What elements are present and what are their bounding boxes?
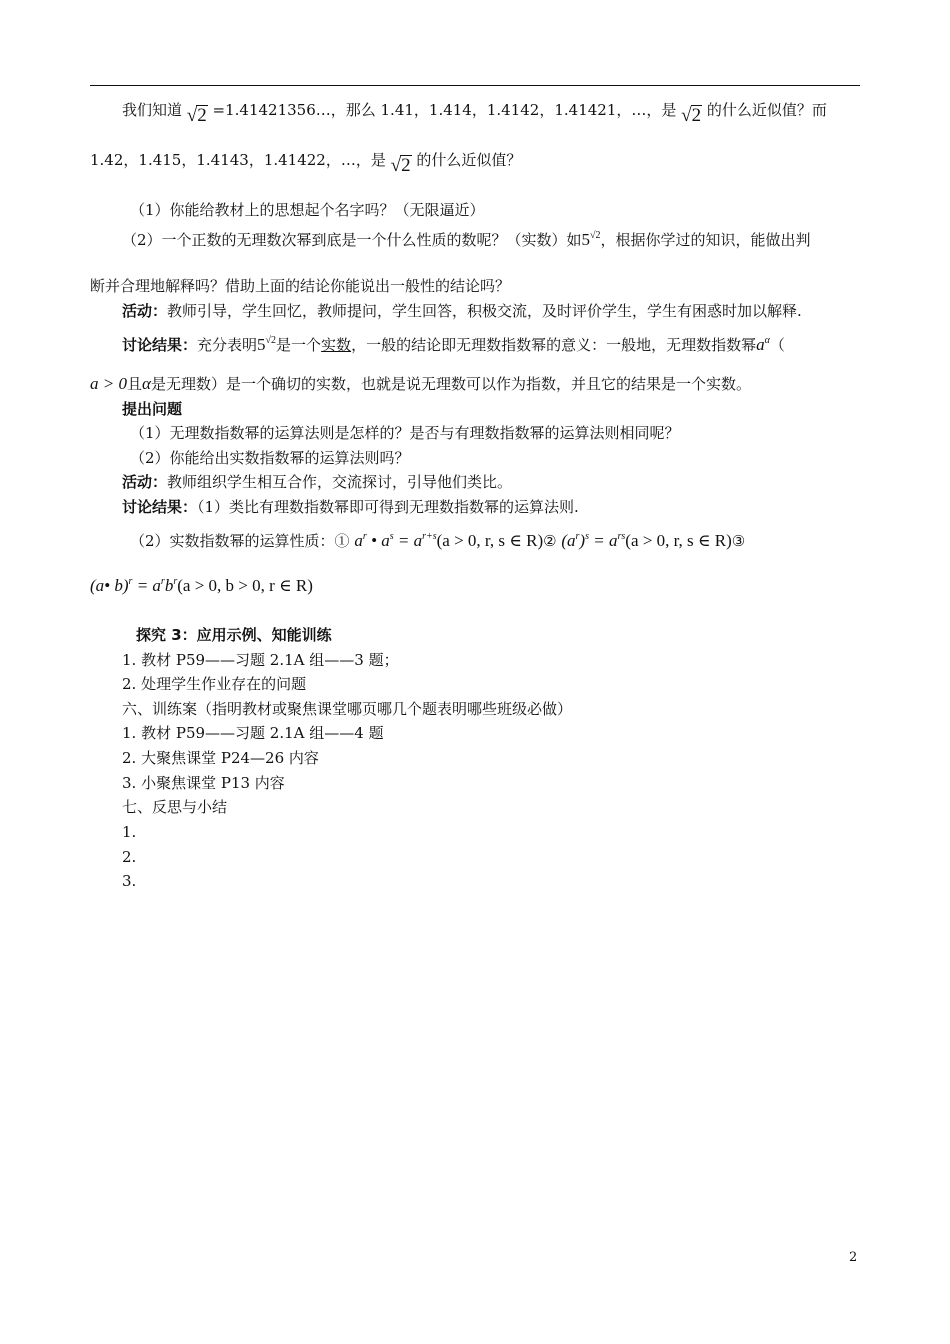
question-4: （2）你能给出实数指数幂的运算法则吗？ <box>130 449 410 467</box>
text: 教师引导，学生回忆，教师提问，学生回答，积极交流，及时评价学生，学生有困惑时加以解释. <box>167 302 802 320</box>
text: ，根据你学过的知识，能做出判 <box>600 231 811 249</box>
heading-pose-questions: 提出问题 <box>122 400 183 418</box>
list-item: 1. 教材 P59——习题 2.1A 组——4 题 <box>122 724 384 742</box>
heading-explore-3: 探究 3：应用示例、知能训练 <box>136 626 332 644</box>
section-7-heading: 七、反思与小结 <box>122 798 228 816</box>
paragraph-sqrt2-line1 <box>122 100 827 126</box>
header-rule <box>90 85 860 86</box>
alpha-symbol: α <box>142 374 151 393</box>
paragraph-sqrt2-line2 <box>90 150 521 176</box>
text: 的什么近似值？ <box>416 151 522 169</box>
sqrt-2-formula: √2 <box>390 155 411 176</box>
section-6-heading: 六、训练案（指明教材或聚焦课堂哪页哪几个题表明哪些班级必做） <box>122 700 573 718</box>
list-item: 1. 教材 P59——习题 2.1A 组——3 题； <box>122 651 399 669</box>
text: 我们知道 <box>122 101 183 119</box>
property-2-formula: $(a^r)^s = a^{rs}$ <box>561 531 626 550</box>
list-item: 2. 处理学生作业存在的问题 <box>122 675 307 693</box>
text: 的什么近似值？而 <box>706 101 827 119</box>
question-1: （1）你能给教材上的思想起个名字吗？（无限逼近） <box>130 201 485 219</box>
a-positive-formula: a > 0 <box>90 374 127 393</box>
list-item: 2. 大聚焦课堂 P24—26 内容 <box>122 749 319 767</box>
question-2-line1 <box>122 230 811 250</box>
activity-1 <box>122 301 802 321</box>
property-1-formula: $a^r$ • $a^s = a^{r+s}$ <box>354 531 437 550</box>
list-item: 1. <box>122 823 137 841</box>
exponent-properties-line2: (a• $b)^r = a^rb^r(a > 0$, b > 0, r ∈ R) <box>90 576 313 595</box>
list-item: 3. 小聚焦课堂 P13 内容 <box>122 774 285 792</box>
discussion-result-1-line2: a > 0且α是无理数）是一个确切的实数，也就是说无理数可以作为指数，并且它的结果是一个实数。 <box>90 374 751 393</box>
label-bold: 活动： <box>122 473 168 491</box>
five-sqrt2-formula: $5^{√2}$ <box>581 230 601 249</box>
sqrt-2-formula: √2 <box>186 105 207 126</box>
label-bold: 活动： <box>122 302 168 320</box>
discussion-result-2: 讨论结果：（1）类比有理数指数幂即可得到无理数指数幂的运算法则. <box>122 498 579 516</box>
five-sqrt2-formula: $5^{√2}$ <box>257 335 277 354</box>
question-2-line2: 断并合理地解释吗？借助上面的结论你能说出一般性的结论吗？ <box>90 277 511 295</box>
question-3: （1）无理数指数幂的运算法则是怎样的？是否与有理数指数幂的运算法则相同呢？ <box>130 424 680 442</box>
label-bold: 讨论结果： <box>122 336 198 354</box>
property-3-formula: (a• $b)^r = a^rb^r$ <box>90 576 178 595</box>
label-bold: 讨论结果： <box>122 498 198 516</box>
discussion-result-1-line1: 讨论结果：充分表明$5^{√2}$是一个实数，一般的结论即无理数指数幂的意义：一般地，无理数指数幂$a^\alpha$（ <box>122 335 785 354</box>
exponent-properties-line1: （2）实数指数幂的运算性质：① $a^r$ • $a^s = a^{r+s}(a > 0$, r, s ∈ R)② $(a^r)^s = a^{rs}(a > 0$, r, s ∈ R)③ <box>130 531 746 550</box>
list-item: 3. <box>122 872 137 890</box>
list-item: 2. <box>122 848 137 866</box>
text: （2）一个正数的无理数次幂到底是一个什么性质的数呢？（实数）如 <box>122 231 582 249</box>
sqrt-2-formula: √2 <box>681 105 702 126</box>
activity-2: 活动：教师组织学生相互合作，交流探讨，引导他们类比。 <box>122 473 513 491</box>
a-alpha-formula: $a^\alpha$ <box>756 335 770 354</box>
text: =1.41421356…，那么 1.41，1.414，1.4142，1.41421，…，是 <box>212 101 677 119</box>
underlined-text: 实数 <box>321 336 352 354</box>
page-number: 2 <box>849 1250 858 1265</box>
text: 1.42，1.415，1.4143，1.41422，…，是 <box>90 151 386 169</box>
